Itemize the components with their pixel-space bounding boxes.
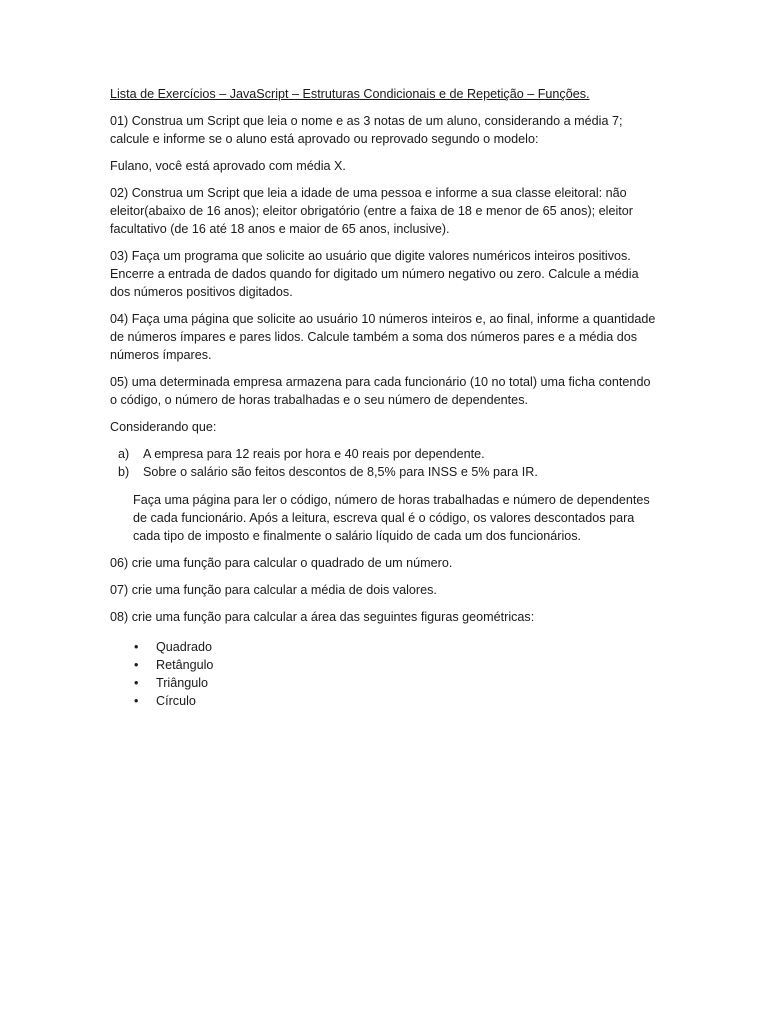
bullet-icon: •	[134, 694, 139, 708]
list-item	[110, 638, 658, 656]
exercise-05-considering: Considerando que:	[110, 420, 217, 434]
list-marker: b)	[118, 465, 130, 479]
exercise-08-shapes	[110, 638, 658, 710]
shape-name: Triângulo	[156, 676, 209, 690]
exercise-07: 07) crie uma função para calcular a média de dois valores.	[110, 583, 437, 597]
exercise-01-model: Fulano, você está aprovado com média X.	[110, 159, 346, 173]
exercise-03: 03) Faça um programa que solicite ao usuário que digite valores numéricos inteiros positivos. Encerre a entrada de dados quando for digitado um número negativo ou zero. Calcule a média dos números positivos digitados.	[110, 249, 639, 299]
exercise-06: 06) crie uma função para calcular o quadrado de um número.	[110, 556, 453, 570]
shape-name: Quadrado	[156, 640, 213, 654]
exercise-05-conditions	[110, 445, 658, 481]
list-item	[110, 445, 658, 463]
list-item	[110, 463, 658, 481]
list-item	[110, 656, 658, 674]
bullet-icon: •	[134, 640, 139, 654]
exercise-05-task: Faça uma página para ler o código, número de horas trabalhadas e número de dependentes de cada funcionário. Após a leitura, escreva qual é o código, os valores descontados para cada tipo de imposto e finalmente o salário líquido de cada um dos funcionários.	[133, 493, 650, 543]
document-title: Lista de Exercícios – JavaScript – Estruturas Condicionais e de Repetição – Funções.	[110, 87, 590, 101]
exercise-04: 04) Faça uma página que solicite ao usuário 10 números inteiros e, ao final, informe a quantidade de números ímpares e pares lidos. Calcule também a soma dos números pares e a média dos números ímpares.	[110, 312, 656, 362]
list-marker: a)	[118, 447, 130, 461]
bullet-icon: •	[134, 658, 139, 672]
shape-name: Círculo	[156, 694, 196, 708]
list-item-text: Sobre o salário são feitos descontos de 8,5% para INSS e 5% para IR.	[143, 465, 538, 479]
list-item	[110, 674, 658, 692]
exercise-01: 01) Construa um Script que leia o nome e as 3 notas de um aluno, considerando a média 7; calcule e informe se o aluno está aprovado ou reprovado segundo o modelo:	[110, 114, 623, 146]
shape-name: Retângulo	[156, 658, 214, 672]
exercise-02: 02) Construa um Script que leia a idade de uma pessoa e informe a sua classe eleitoral: não eleitor(abaixo de 16 anos); eleitor obrigatório (entre a faixa de 18 e menor de 65 anos); eleitor facultativo (de 16 até 18 anos e maior de 65 anos, inclusive).	[110, 186, 633, 236]
exercise-08: 08) crie uma função para calcular a área das seguintes figuras geométricas:	[110, 610, 535, 624]
list-item-text: A empresa para 12 reais por hora e 40 reais por dependente.	[143, 447, 485, 461]
exercise-05: 05) uma determinada empresa armazena para cada funcionário (10 no total) uma ficha contendo o código, o número de horas trabalhadas e o seu número de dependentes.	[110, 375, 651, 407]
list-item	[110, 692, 658, 710]
bullet-icon: •	[134, 676, 139, 690]
